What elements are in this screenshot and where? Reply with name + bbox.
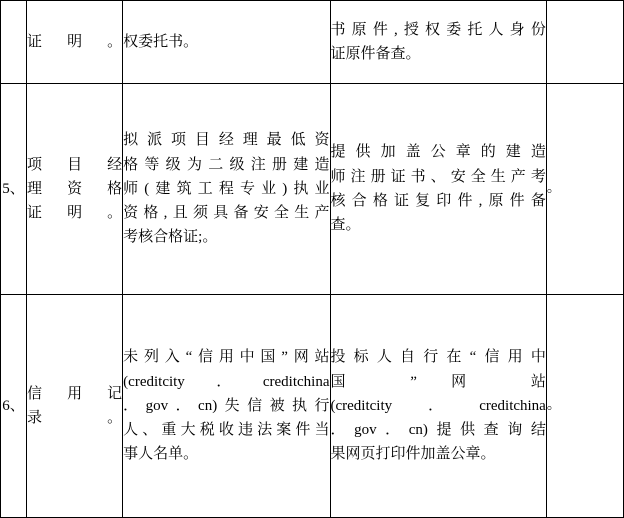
row-number-cell: [1, 84, 27, 295]
row-note-cell: [330, 84, 546, 295]
row-requirement-line-1: 拟派项目经理最低资: [123, 132, 330, 149]
row-note-line-3: (creditcity．creditchina: [330, 397, 546, 414]
row-tail-cell: [546, 1, 623, 84]
row-requirement-line-1: 未列入“信用中国”网站: [123, 349, 330, 366]
row-note-line-2: 师注册证书、安全生产考: [330, 168, 546, 185]
row-note-line-1: 书原件,授权委托人身份: [330, 21, 546, 38]
row-item-line-1: 项 目 经: [27, 156, 123, 173]
row-note-cell: [330, 295, 546, 518]
row-note-line-1: 投标人自行在“信用中: [330, 349, 546, 366]
row-tail-mark: 。: [546, 180, 561, 196]
row-note-line-1: 提供加盖公章的建造: [330, 144, 546, 161]
row-requirement-line-4: 资格,且须具备安全生产: [123, 205, 330, 222]
row-requirement-line-2: 格等级为二级注册建造: [123, 156, 330, 173]
row-note-line-4: ．gov．cn)提供查询结: [330, 422, 546, 439]
row-tail-mark: 。: [546, 397, 561, 413]
row-item-cell: [27, 1, 123, 84]
row-number-cell: [1, 295, 27, 518]
row-note-line-3: 核合格证复印件,原件备: [330, 193, 546, 209]
row-item-line-3: 证明。: [27, 205, 123, 222]
row-number: 5、: [2, 180, 25, 197]
row-item-line-1: 信 用 记: [27, 385, 123, 402]
row-requirement-line-5: 事人名单。: [123, 446, 199, 463]
row-item-cell: [27, 295, 123, 518]
row-note-line-5: 果网页打印件加盖公章。: [330, 446, 496, 463]
row-note-line-2: 证原件备查。: [330, 46, 421, 62]
table-row: [1, 84, 624, 295]
row-requirement-text: 权委托书。: [123, 33, 199, 50]
row-item-line-2: 录。: [27, 410, 123, 426]
row-number-cell: [1, 1, 27, 84]
row-item-cell: [27, 84, 123, 295]
row-tail-cell: [546, 84, 623, 295]
row-requirement-cell: [123, 1, 330, 84]
row-note-line-4: 查。: [330, 217, 361, 234]
row-note-line-2: 国 ” 网 站: [330, 373, 546, 390]
table-row: [1, 295, 624, 518]
row-requirement-cell: [123, 84, 330, 295]
row-number: 6、: [2, 397, 25, 414]
row-requirement-line-5: 考核合格证;。: [123, 229, 218, 246]
row-note-cell: [330, 1, 546, 84]
table-row: [1, 1, 624, 84]
row-tail-cell: [546, 295, 623, 518]
row-requirement-line-2: (creditcity．creditchina: [123, 373, 330, 390]
row-requirement-line-3: 师(建筑工程专业)执业: [123, 180, 330, 197]
row-requirement-line-3: ．gov．cn)失信被执行: [123, 397, 330, 414]
row-requirement-line-4: 人、重大税收违法案件当: [123, 422, 330, 439]
row-item-line-2: 理 资 格: [27, 180, 123, 197]
row-requirement-cell: [123, 295, 330, 518]
row-item-text: 证明。: [27, 33, 123, 50]
